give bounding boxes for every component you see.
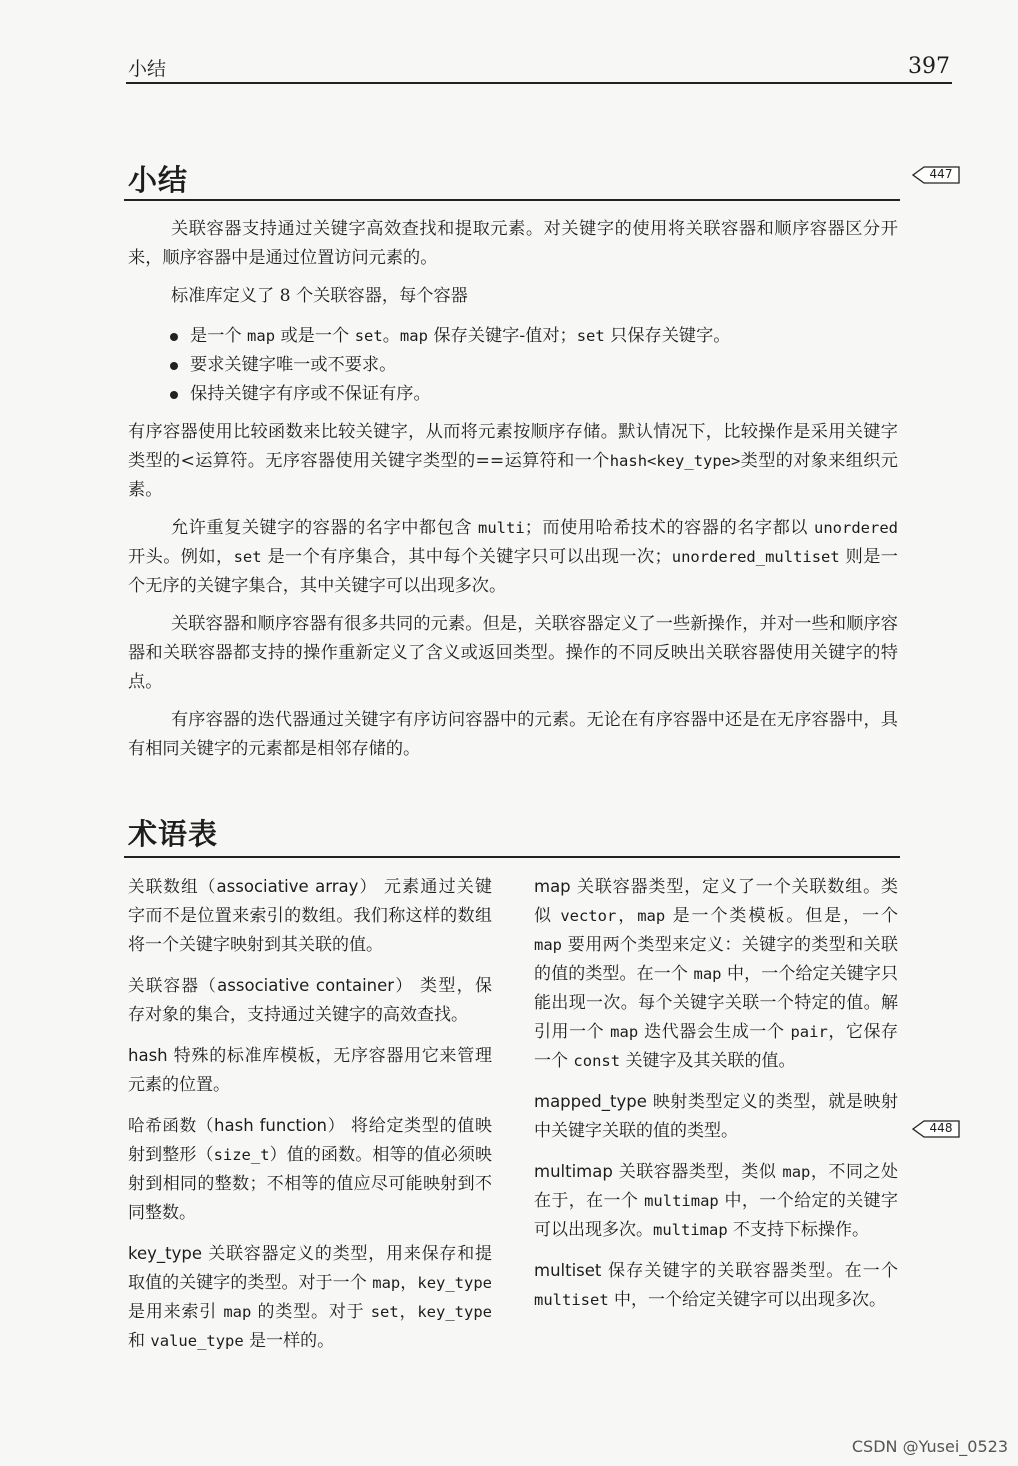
paragraph-text: 允许重复关键字的容器的名字中都包含 <box>171 518 479 538</box>
glossary-definition: 是一个类模板。但是，一个 <box>665 906 899 926</box>
summary-heading: 小结 <box>128 163 189 197</box>
glossary-rule <box>124 856 900 858</box>
summary-paragraph-2: 标准库定义了 8 个关联容器，每个容器 <box>171 286 468 306</box>
code-term: hash<key_type> <box>609 452 741 470</box>
glossary-right-column <box>534 872 898 1326</box>
running-head <box>128 52 950 80</box>
glossary-entry <box>534 1256 898 1315</box>
glossary-term: mapped_type <box>534 1092 647 1111</box>
glossary-term: 哈希函数（hash function） <box>128 1116 345 1135</box>
glossary-definition: 类型，保存对象的集合，支持通过关键字的高效查找。 <box>128 976 492 1025</box>
code-term: set <box>370 1303 399 1321</box>
code-term: map <box>372 1274 401 1292</box>
glossary-definition: ）值的函数。相等的值必须映射到相同的整数；不相等的值应尽可能映射到不同整数。 <box>128 1145 493 1223</box>
bullet-text: 或是一个 <box>275 326 355 346</box>
paragraph-text: 是一个有序集合，其中每个关键字只可以出现一次； <box>261 547 672 567</box>
glossary-term: 关联数组（associative array） <box>128 877 378 896</box>
code-term: map <box>223 1303 252 1321</box>
glossary-term: hash <box>128 1046 168 1065</box>
glossary-definition: 的类型。对于 <box>251 1302 371 1322</box>
code-term: const <box>573 1052 621 1070</box>
code-term: unordered <box>814 519 898 537</box>
bullet-text: 只保存关键字。 <box>604 326 731 346</box>
list-item: 保持关键字有序或不保证有序。 <box>128 380 898 409</box>
glossary-definition: 是一样的。 <box>243 1331 335 1351</box>
glossary-definition: 保存关键字的关联容器类型。在一个 <box>601 1261 898 1281</box>
glossary-definition: 迭代器会生成一个 <box>638 1022 791 1042</box>
paragraph-text: 有序容器使用比较函数来比较关键字，从而将元素按顺序存储。默认情况下，比较操作是采用关键字类型的<运算符。无序容器使用关键字类型的==运算符和一个 <box>128 422 898 471</box>
summary-paragraph-6: 有序容器的迭代器通过关键字有序访问容器中的元素。无论在有序容器中还是在无序容器中，具有相同关键字的元素都是相邻存储的。 <box>128 710 898 759</box>
code-term: vector <box>560 907 617 925</box>
glossary-definition: 将给定类型的值映射到整形（ <box>128 1116 492 1165</box>
glossary-term: map <box>534 877 571 896</box>
bullet-text: 是一个 <box>190 326 248 346</box>
summary-paragraph-5: 关联容器和顺序容器有很多共同的元素。但是，关联容器定义了一些新操作，并对一些和顺序容器和关联容器都支持的操作重新定义了含义或返回类型。操作的不同反映出关联容器使用关键字的特点。 <box>128 614 898 692</box>
code-term: map <box>782 1163 811 1181</box>
paragraph-text: ；而使用哈希技术的容器的名字都以 <box>524 518 814 538</box>
glossary-definition: 要用两个类型来定义：关键字的类型和关联的值的类型。在一个 <box>534 935 898 984</box>
glossary-definition: 特殊的标准库模板，无序容器用它来管理元素的位置。 <box>128 1046 492 1095</box>
summary-rule <box>124 199 900 201</box>
glossary-entry <box>128 872 492 960</box>
glossary-entry <box>128 971 492 1030</box>
code-term: multimap <box>644 1192 719 1210</box>
watermark: CSDN @Yusei_0523 <box>851 1437 1008 1456</box>
glossary-definition: 不支持下标操作。 <box>727 1220 870 1240</box>
glossary-entry <box>128 1239 492 1356</box>
glossary-definition: 关联容器类型，类似 <box>612 1162 783 1182</box>
code-term: map <box>637 907 666 925</box>
summary-paragraph-1: 关联容器支持通过关键字高效查找和提取元素。对关键字的使用将关联容器和顺序容器区分开来，顺序容器中是通过位置访问元素的。 <box>128 219 898 268</box>
code-term: value_type <box>150 1332 244 1350</box>
list-item <box>128 322 898 351</box>
code-term: set <box>576 327 605 345</box>
code-term: multimap <box>653 1221 728 1239</box>
glossary-term: key_type <box>128 1244 202 1263</box>
glossary-entry <box>128 1041 492 1100</box>
code-term: map <box>610 1023 639 1041</box>
code-term: key_type <box>417 1274 493 1292</box>
header-rule <box>126 82 952 84</box>
margin-ref-447-label: 447 <box>929 167 953 181</box>
code-term: key_type <box>417 1303 492 1321</box>
glossary-definition: ， <box>398 1302 418 1322</box>
glossary-definition: 中，一个给定的关键字可以出现多次。 <box>534 1191 898 1240</box>
glossary-definition: 关键字及其关联的值。 <box>620 1051 796 1071</box>
glossary-definition: 中，一个给定关键字只能出现一次。每个关键字关联一个特定的值。解引用一个 <box>534 964 898 1042</box>
bullet-text: 。 <box>382 326 400 346</box>
glossary-term: 关联容器（associative container） <box>128 976 414 995</box>
margin-ref-448-label: 448 <box>929 1121 953 1135</box>
glossary-entry <box>534 1087 898 1146</box>
code-term: set <box>233 548 262 566</box>
running-head-title: 小结 <box>128 58 167 80</box>
bullet-text: 保存关键字-值对； <box>427 326 577 346</box>
glossary-definition: ，它保存一个 <box>534 1022 898 1071</box>
margin-ref-448 <box>912 1120 958 1138</box>
glossary-definition: 关联容器定义的类型，用来保存和提取值的关键字的类型。对于一个 <box>128 1244 492 1293</box>
code-term: set <box>354 327 383 345</box>
glossary-entry <box>534 872 898 1076</box>
code-term: map <box>399 327 428 345</box>
glossary-definition: 元素通过关键字而不是位置来索引的数组。我们称这样的数组将一个关键字映射到其关联的值。 <box>128 877 492 955</box>
glossary-heading: 术语表 <box>128 817 219 851</box>
paragraph-text: 开头。例如， <box>128 547 234 567</box>
paragraph-text: 则是一个无序的关键字集合，其中关键字可以出现多次。 <box>128 547 898 596</box>
summary-body <box>128 215 898 764</box>
container-feature-list <box>128 322 898 409</box>
glossary-definition: 映射类型定义的类型，就是映射中关键字关联的值的类型。 <box>534 1092 898 1141</box>
code-term: size_t <box>213 1146 270 1164</box>
code-term: pair <box>790 1023 828 1041</box>
paragraph-text: 类型的对象来组织元素。 <box>128 451 898 500</box>
margin-ref-447 <box>912 166 958 184</box>
glossary-term: multiset <box>534 1261 602 1280</box>
glossary-definition: 关联容器类型，定义了一个关联数组。类似 <box>534 877 898 926</box>
summary-paragraph-3 <box>128 418 898 505</box>
glossary-definition: 中，一个给定关键字可以出现多次。 <box>608 1290 887 1310</box>
glossary-entry <box>534 1157 898 1245</box>
code-term: map <box>693 965 722 983</box>
glossary-term: multimap <box>534 1162 613 1181</box>
summary-paragraph-4 <box>128 514 898 601</box>
page-number: 397 <box>908 54 950 79</box>
glossary-left-column <box>128 872 492 1367</box>
code-term: multiset <box>534 1291 609 1309</box>
code-term: map <box>247 327 276 345</box>
glossary-definition: 和 <box>128 1331 151 1351</box>
code-term: multi <box>478 519 525 537</box>
glossary-entry <box>128 1111 492 1228</box>
glossary-definition: ，不同之处在于，在一个 <box>534 1162 899 1211</box>
glossary-definition: ， <box>616 906 638 926</box>
list-item: 要求关键字唯一或不要求。 <box>128 351 898 380</box>
code-term: map <box>534 936 562 954</box>
glossary-definition: 是用来索引 <box>128 1302 224 1322</box>
code-term: unordered_multiset <box>671 548 840 566</box>
glossary-definition: ， <box>400 1273 418 1293</box>
